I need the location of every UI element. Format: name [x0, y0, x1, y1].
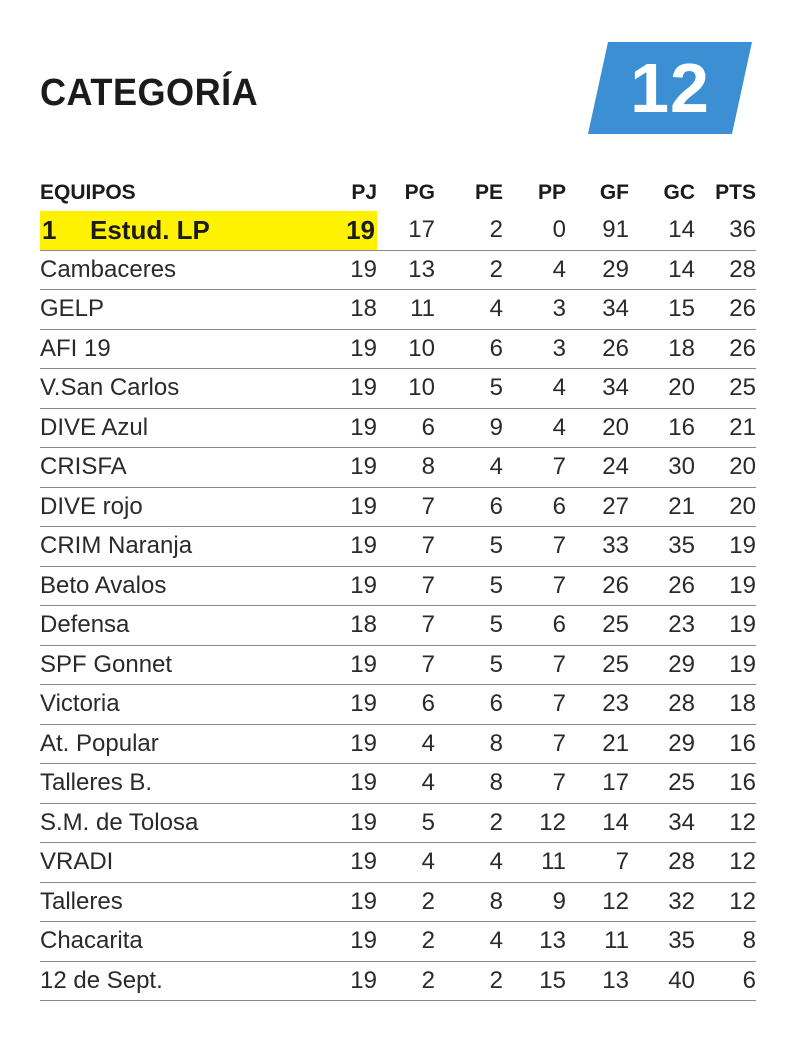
team-name-cell [40, 961, 345, 1001]
pg-cell: 2 [377, 882, 435, 922]
pj-cell: 19 [345, 922, 377, 962]
gc-cell: 35 [629, 922, 695, 962]
column-header: PTS [715, 181, 756, 204]
pe-cell: 8 [435, 764, 503, 804]
table-row [40, 606, 756, 646]
pj-cell: 18 [345, 606, 377, 646]
pts-cell: 26 [695, 290, 756, 330]
pg-cell: 7 [377, 487, 435, 527]
pp-cell: 7 [503, 645, 566, 685]
pe-cell: 5 [435, 645, 503, 685]
team-name: V.San Carlos [40, 374, 180, 402]
gc-cell: 18 [629, 329, 695, 369]
pg-cell: 8 [377, 448, 435, 488]
pg-cell: 10 [377, 369, 435, 409]
pp-cell: 7 [503, 566, 566, 606]
gc-cell: 23 [629, 606, 695, 646]
team-name-cell [40, 606, 345, 646]
table-row [40, 724, 756, 764]
gf-cell: 11 [566, 922, 629, 962]
category-badge [588, 42, 752, 134]
standings-table [40, 175, 756, 1001]
badge-number: 12 [630, 49, 710, 127]
gf-cell: 34 [566, 290, 629, 330]
team-name-cell [40, 527, 345, 567]
pts-cell: 12 [695, 882, 756, 922]
pg-cell: 4 [377, 843, 435, 883]
team-name: DIVE rojo [40, 492, 143, 520]
pts-cell: 20 [695, 448, 756, 488]
table-row [40, 408, 756, 448]
pe-cell: 9 [435, 408, 503, 448]
team-name: DIVE Azul [40, 413, 149, 441]
pts-cell: 36 [695, 211, 756, 250]
pp-cell: 4 [503, 408, 566, 448]
team-name: 12 de Sept. [40, 966, 163, 994]
team-name-cell [40, 369, 345, 409]
pts-cell: 20 [695, 487, 756, 527]
pe-cell: 4 [435, 290, 503, 330]
team-name: At. Popular [40, 729, 159, 757]
pg-cell: 6 [377, 685, 435, 725]
pg-cell: 7 [377, 527, 435, 567]
pe-cell: 6 [435, 329, 503, 369]
pp-cell: 0 [503, 211, 566, 250]
team-name-cell [40, 882, 345, 922]
team-name: Estud. LP [90, 214, 210, 245]
pj-cell: 19 [345, 843, 377, 883]
page-title: CATEGORÍA [40, 72, 259, 114]
pp-cell: 9 [503, 882, 566, 922]
pg-cell: 10 [377, 329, 435, 369]
gc-cell: 28 [629, 843, 695, 883]
gf-cell: 24 [566, 448, 629, 488]
gf-cell: 12 [566, 882, 629, 922]
column-header: GF [599, 181, 629, 204]
pe-cell: 4 [435, 922, 503, 962]
pg-cell: 4 [377, 724, 435, 764]
pj-cell: 19 [345, 645, 377, 685]
gc-cell: 26 [629, 566, 695, 606]
table-row [40, 843, 756, 883]
pp-cell: 6 [503, 487, 566, 527]
table-header-row [40, 175, 756, 211]
team-name-cell [40, 764, 345, 804]
table-row [40, 250, 756, 290]
pj-cell: 19 [345, 408, 377, 448]
pj-cell: 19 [345, 487, 377, 527]
pe-cell: 8 [435, 724, 503, 764]
table-row [40, 645, 756, 685]
pj-cell: 19 [345, 211, 377, 250]
team-name-cell [40, 922, 345, 962]
team-name: CRISFA [40, 453, 127, 481]
pj-cell: 18 [345, 290, 377, 330]
pj-cell: 19 [345, 250, 377, 290]
team-name-cell [40, 803, 345, 843]
pe-cell: 5 [435, 566, 503, 606]
pg-cell: 7 [377, 566, 435, 606]
pp-cell: 7 [503, 764, 566, 804]
pj-cell: 19 [345, 329, 377, 369]
team-name: SPF Gonnet [40, 650, 173, 678]
pe-cell: 2 [435, 211, 503, 250]
pj-cell: 19 [345, 369, 377, 409]
table-row [40, 566, 756, 606]
column-header: GC [663, 181, 695, 204]
gf-cell: 26 [566, 566, 629, 606]
gf-cell: 21 [566, 724, 629, 764]
position-number: 1 [42, 214, 57, 245]
column-header: PP [537, 181, 566, 204]
pg-cell: 7 [377, 606, 435, 646]
gc-cell: 16 [629, 408, 695, 448]
table-row [40, 448, 756, 488]
pe-cell: 4 [435, 448, 503, 488]
team-name: GELP [40, 295, 105, 323]
gf-cell: 34 [566, 369, 629, 409]
gf-cell: 29 [566, 250, 629, 290]
gc-cell: 15 [629, 290, 695, 330]
team-name: S.M. de Tolosa [40, 808, 199, 836]
gf-cell: 25 [566, 606, 629, 646]
gc-cell: 35 [629, 527, 695, 567]
standings-body [40, 211, 756, 1001]
gc-cell: 28 [629, 685, 695, 725]
gf-cell: 26 [566, 329, 629, 369]
pp-cell: 3 [503, 290, 566, 330]
pts-cell: 28 [695, 250, 756, 290]
gf-cell: 20 [566, 408, 629, 448]
pe-cell: 4 [435, 843, 503, 883]
pp-cell: 7 [503, 724, 566, 764]
pj-cell: 19 [345, 961, 377, 1001]
pts-cell: 19 [695, 566, 756, 606]
pe-cell: 5 [435, 527, 503, 567]
gc-cell: 30 [629, 448, 695, 488]
pp-cell: 7 [503, 448, 566, 488]
pg-cell: 13 [377, 250, 435, 290]
pj-cell: 19 [345, 448, 377, 488]
pp-cell: 13 [503, 922, 566, 962]
table-row [40, 882, 756, 922]
pts-cell: 12 [695, 803, 756, 843]
team-name: Talleres [40, 887, 123, 915]
pg-cell: 2 [377, 961, 435, 1001]
pp-cell: 4 [503, 250, 566, 290]
pj-cell: 19 [345, 724, 377, 764]
pts-cell: 8 [695, 922, 756, 962]
column-header: PE [474, 181, 503, 204]
gf-cell: 17 [566, 764, 629, 804]
pe-cell: 2 [435, 250, 503, 290]
gf-cell: 91 [566, 211, 629, 250]
pp-cell: 11 [503, 843, 566, 883]
team-name-cell [40, 250, 345, 290]
team-name-cell [40, 645, 345, 685]
table-row [40, 961, 756, 1001]
pts-cell: 18 [695, 685, 756, 725]
gf-cell: 23 [566, 685, 629, 725]
pts-cell: 19 [695, 645, 756, 685]
team-name: VRADI [40, 848, 114, 876]
pg-cell: 2 [377, 922, 435, 962]
gf-cell: 25 [566, 645, 629, 685]
pe-cell: 2 [435, 803, 503, 843]
team-name: Victoria [40, 690, 120, 718]
gc-cell: 29 [629, 724, 695, 764]
pts-cell: 25 [695, 369, 756, 409]
pe-cell: 6 [435, 487, 503, 527]
gf-cell: 27 [566, 487, 629, 527]
team-name-cell [40, 448, 345, 488]
column-header: PJ [351, 181, 377, 204]
pp-cell: 4 [503, 369, 566, 409]
pe-cell: 2 [435, 961, 503, 1001]
pts-cell: 16 [695, 764, 756, 804]
gf-cell: 33 [566, 527, 629, 567]
team-name-cell [40, 211, 345, 250]
pg-cell: 5 [377, 803, 435, 843]
pts-cell: 19 [695, 527, 756, 567]
pj-cell: 19 [345, 803, 377, 843]
column-header: EQUIPOS [40, 181, 136, 204]
team-name-cell [40, 685, 345, 725]
team-name-cell [40, 290, 345, 330]
team-name: Cambaceres [40, 255, 177, 283]
pj-cell: 19 [345, 764, 377, 804]
pg-cell: 4 [377, 764, 435, 804]
gc-cell: 14 [629, 250, 695, 290]
pp-cell: 6 [503, 606, 566, 646]
pe-cell: 6 [435, 685, 503, 725]
gc-cell: 14 [629, 211, 695, 250]
team-name: Talleres B. [40, 769, 153, 797]
team-name-cell [40, 329, 345, 369]
team-name-cell [40, 487, 345, 527]
table-row [40, 487, 756, 527]
table-row [40, 764, 756, 804]
pp-cell: 7 [503, 685, 566, 725]
pp-cell: 7 [503, 527, 566, 567]
gf-cell: 13 [566, 961, 629, 1001]
pe-cell: 8 [435, 882, 503, 922]
pts-cell: 26 [695, 329, 756, 369]
table-row [40, 329, 756, 369]
pg-cell: 6 [377, 408, 435, 448]
pp-cell: 15 [503, 961, 566, 1001]
team-name: Chacarita [40, 927, 143, 955]
gf-cell: 14 [566, 803, 629, 843]
table-row [40, 290, 756, 330]
team-name: AFI 19 [40, 334, 111, 362]
pg-cell: 17 [377, 211, 435, 250]
team-name-cell [40, 408, 345, 448]
pp-cell: 3 [503, 329, 566, 369]
gc-cell: 20 [629, 369, 695, 409]
pp-cell: 12 [503, 803, 566, 843]
pts-cell: 6 [695, 961, 756, 1001]
table-row [40, 803, 756, 843]
team-name: CRIM Naranja [40, 532, 193, 560]
pe-cell: 5 [435, 606, 503, 646]
pts-cell: 16 [695, 724, 756, 764]
pj-cell: 19 [345, 527, 377, 567]
pe-cell: 5 [435, 369, 503, 409]
table-row-leader [40, 211, 756, 250]
table-row [40, 922, 756, 962]
team-name-cell [40, 566, 345, 606]
pj-cell: 19 [345, 566, 377, 606]
pg-cell: 7 [377, 645, 435, 685]
gc-cell: 40 [629, 961, 695, 1001]
team-name-cell [40, 843, 345, 883]
gf-cell: 7 [566, 843, 629, 883]
table-row [40, 685, 756, 725]
gc-cell: 32 [629, 882, 695, 922]
team-name-cell [40, 724, 345, 764]
column-header: PG [404, 181, 435, 204]
pj-cell: 19 [345, 882, 377, 922]
table-row [40, 527, 756, 567]
pts-cell: 21 [695, 408, 756, 448]
gc-cell: 25 [629, 764, 695, 804]
pj-cell: 19 [345, 685, 377, 725]
team-name: Beto Avalos [40, 571, 167, 599]
gc-cell: 34 [629, 803, 695, 843]
table-row [40, 369, 756, 409]
team-name: Defensa [40, 611, 130, 639]
pts-cell: 12 [695, 843, 756, 883]
pts-cell: 19 [695, 606, 756, 646]
gc-cell: 29 [629, 645, 695, 685]
gc-cell: 21 [629, 487, 695, 527]
pg-cell: 11 [377, 290, 435, 330]
